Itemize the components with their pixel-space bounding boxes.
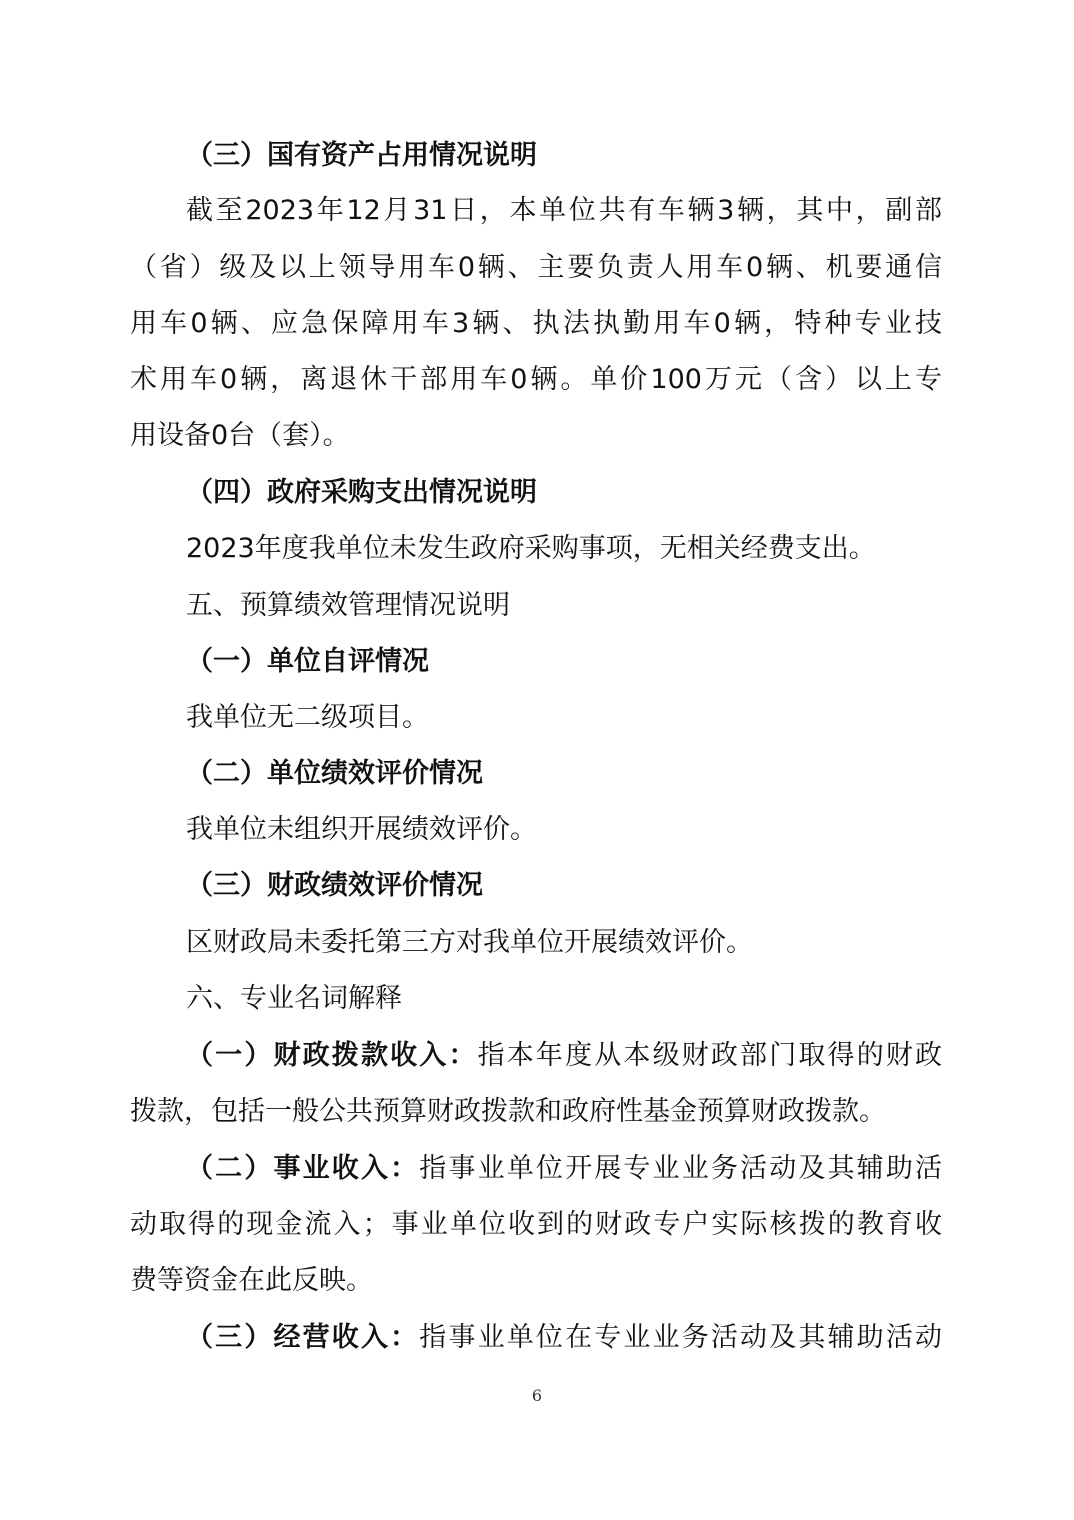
paragraph-line: 费等资金在此反映。 (130, 1265, 373, 1296)
paragraph-line: （省）级及以上领导用车0辆、主要负责人用车0辆、机要通信 (130, 252, 942, 283)
paragraph-line: 2023年度我单位未发生政府采购事项，无相关经费支出。 (186, 533, 876, 564)
term-label: （一）财政拨款收入： (186, 1040, 478, 1071)
paragraph-line (186, 1322, 942, 1354)
paragraph-line: 拨款，包括一般公共预算财政拨款和政府性基金预算财政拨款。 (130, 1096, 886, 1127)
term-definition: 指事业单位开展专业业务活动及其辅助活 (419, 1153, 943, 1184)
section-heading: （三）国有资产占用情况说明 (186, 140, 537, 171)
term-definition: 指事业单位在专业业务活动及其辅助活动 (419, 1322, 943, 1353)
paragraph-line: 区财政局未委托第三方对我单位开展绩效评价。 (186, 927, 753, 958)
section-heading: （一）单位自评情况 (186, 646, 429, 677)
term-label: （二）事业收入： (186, 1153, 420, 1184)
paragraph-line: 术用车0辆，离退休干部用车0辆。单价100万元（含）以上专 (130, 364, 942, 395)
section-heading: （四）政府采购支出情况说明 (186, 477, 537, 508)
paragraph-line: 五、预算绩效管理情况说明 (186, 590, 510, 621)
paragraph-line (186, 1153, 942, 1185)
section-heading: （二）单位绩效评价情况 (186, 758, 483, 789)
term-definition: 指本年度从本级财政部门取得的财政 (477, 1040, 943, 1071)
paragraph-line: 截至2023年12月31日，本单位共有车辆3辆，其中，副部 (186, 195, 942, 226)
paragraph-line (186, 1040, 942, 1072)
term-label: （三）经营收入： (186, 1322, 420, 1353)
paragraph-line: 六、专业名词解释 (186, 983, 402, 1014)
page-number: 6 (531, 1386, 543, 1405)
paragraph-line: 用设备0台（套）。 (130, 420, 350, 451)
paragraph-line: 动取得的现金流入；事业单位收到的财政专户实际核拨的教育收 (130, 1209, 942, 1240)
paragraph-line: 用车0辆、应急保障用车3辆、执法执勤用车0辆，特种专业技 (130, 308, 942, 339)
paragraph-line: 我单位未组织开展绩效评价。 (186, 814, 537, 845)
paragraph-line: 我单位无二级项目。 (186, 702, 429, 733)
section-heading: （三）财政绩效评价情况 (186, 870, 483, 901)
